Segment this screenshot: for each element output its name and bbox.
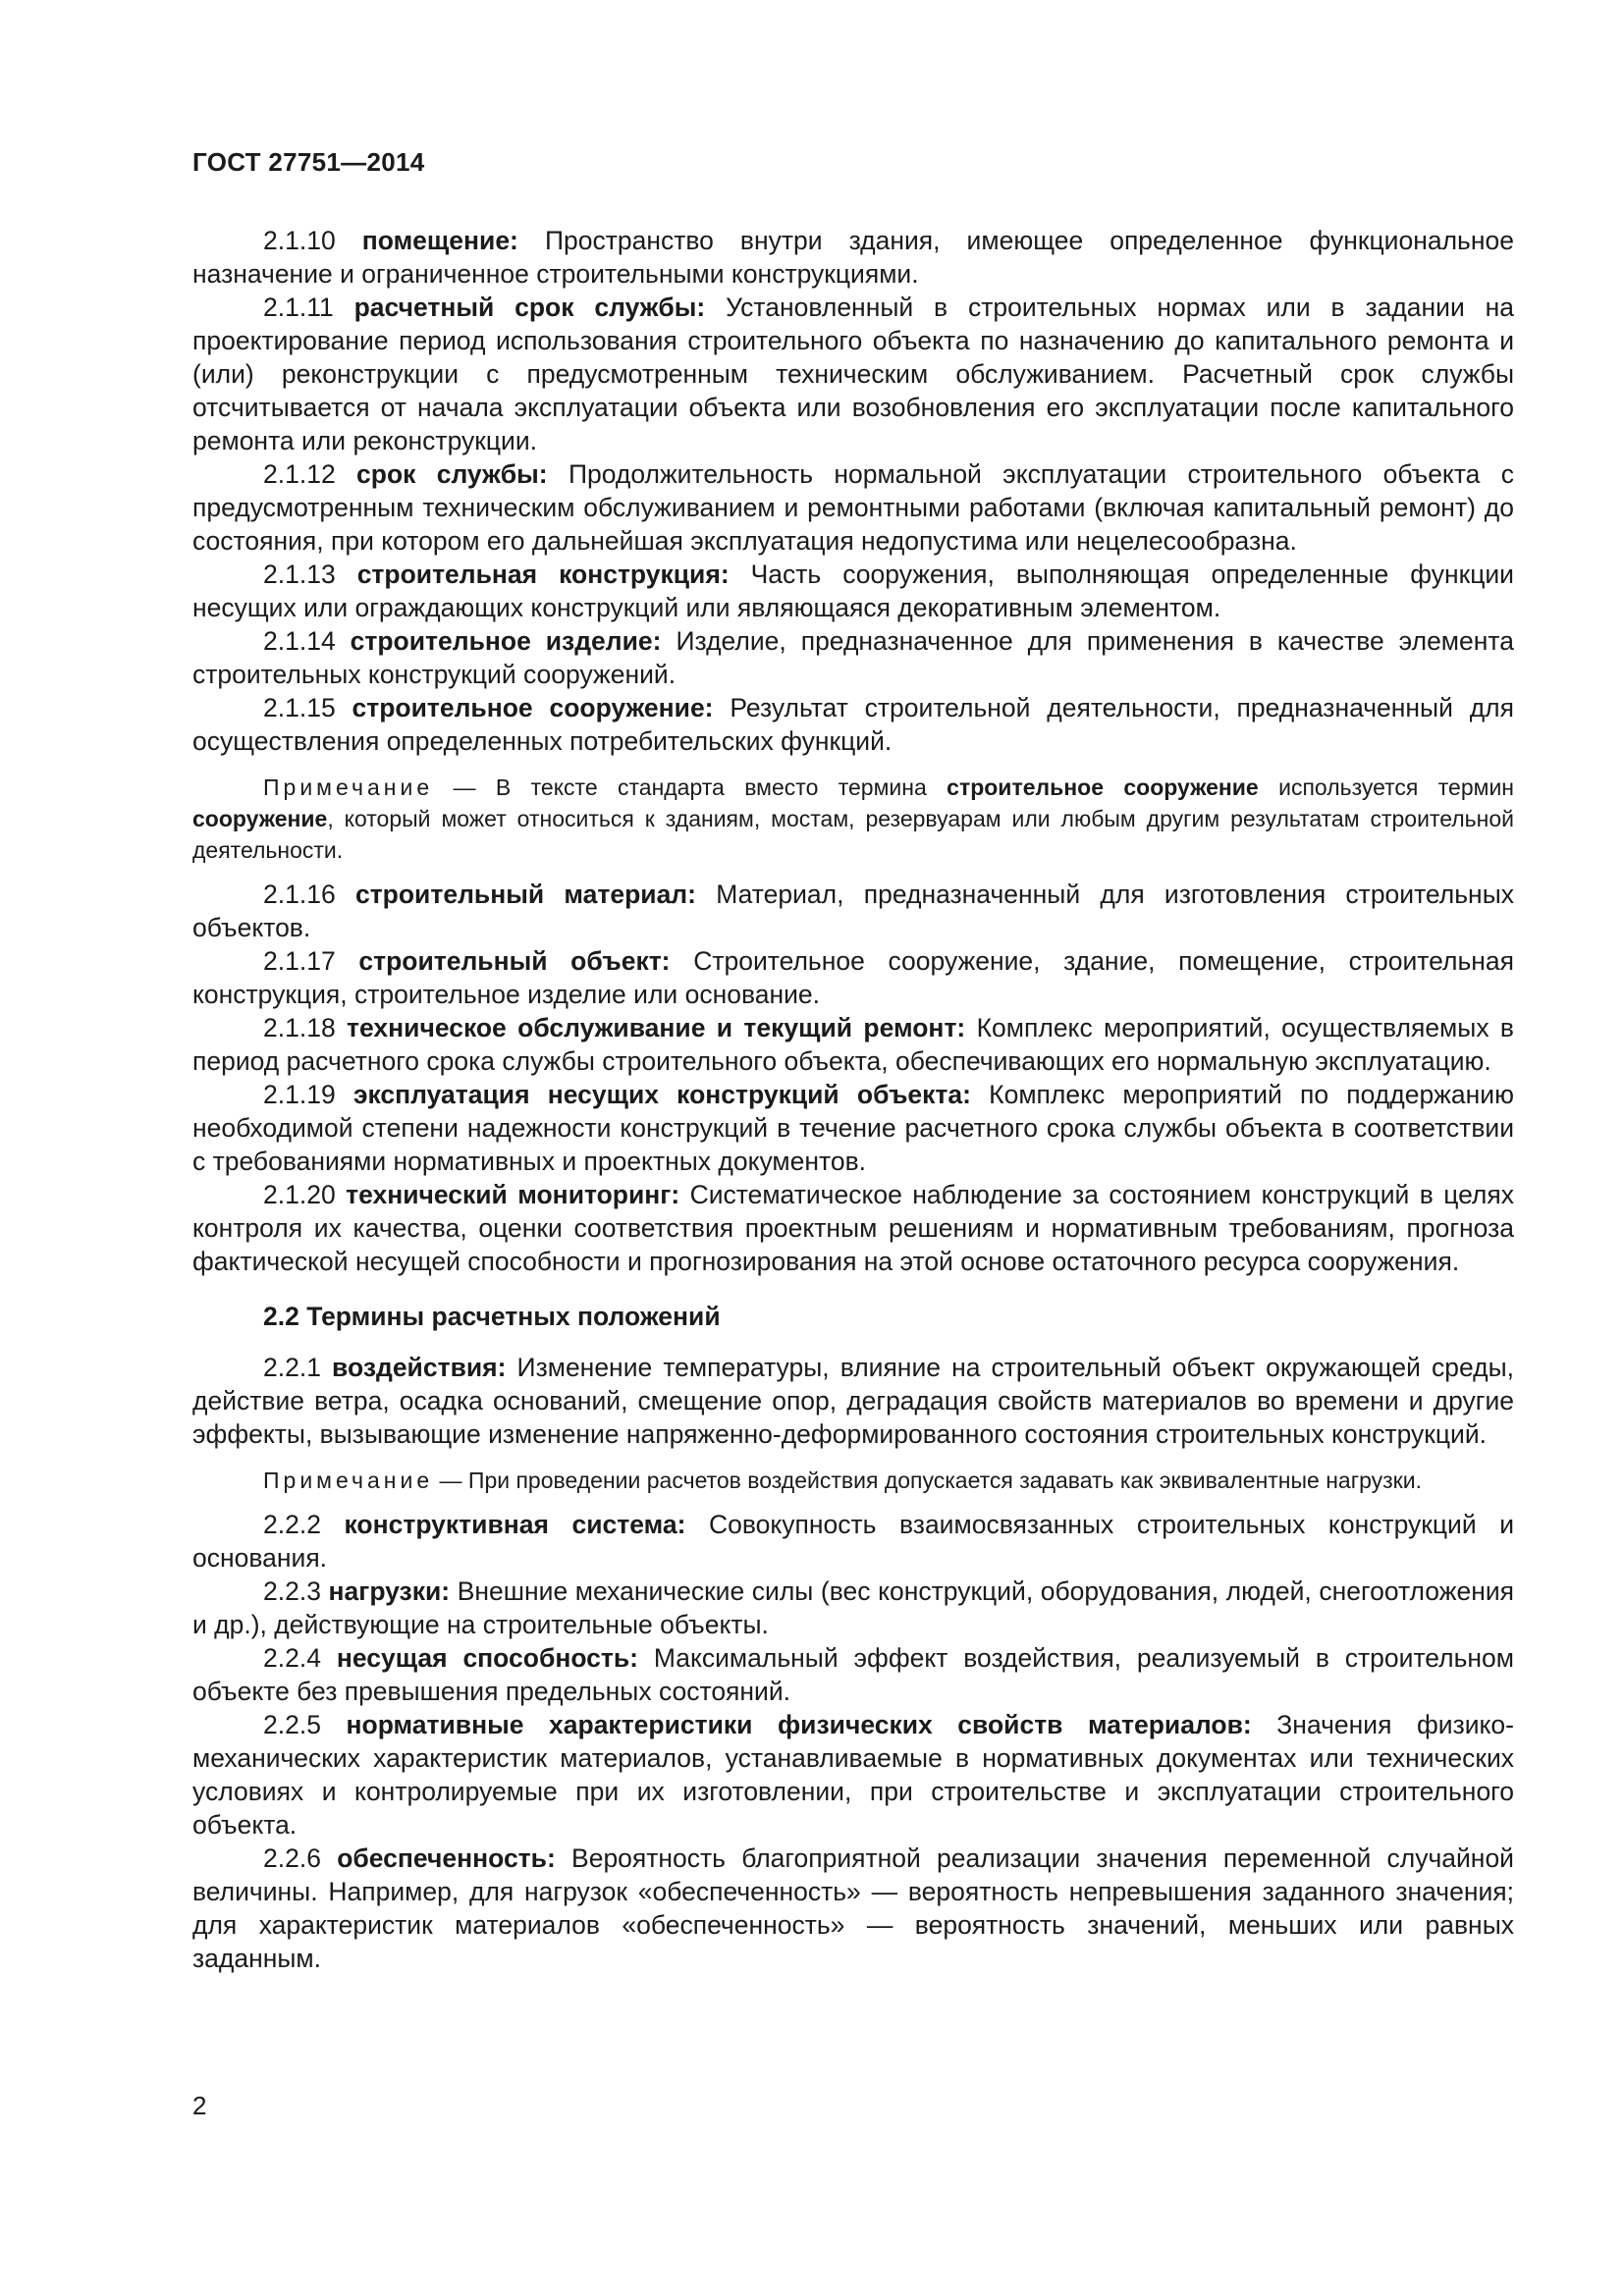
note-1 [192,772,1514,866]
term-number: 2.1.18 [263,1013,336,1042]
term-name: строительная конструкция: [356,560,730,589]
term-definition [192,1575,1514,1641]
section-heading: 2.2 Термины расчетных положений [263,1302,721,1331]
term-definition [192,224,1514,291]
term-name: обеспеченность: [337,1843,556,1873]
note-text-part: — В тексте стандарта вместо термина [433,774,947,800]
term-definition [192,691,1514,758]
term-number: 2.1.12 [263,459,336,489]
term-text: Совокупность взаимосвязанных строительных конструкций и основания. [192,1510,1515,1573]
term-text: Максимальный эффект воздействия, реализуемый в строительном объекте без превышения предельных состояний. [192,1643,1515,1706]
term-text: Продолжительность нормальной эксплуатации строительного объекта с предусмотренным техническим обслуживанием и ремонтными работами (включая капитальный ремонт) до состояния, при котором его дальнейшая эксплуатация недопустима или нецелесообразна. [192,459,1514,556]
term-text: Систематическое наблюдение за состоянием конструкций в целях контроля их качества, оценки соответствия проектным решениям и нормативным требованиям, прогноза фактической несущей способности и прогнозирования на этой основе остаточного ресурса сооружения. [192,1180,1514,1276]
term-name: эксплуатация несущих конструкций объекта: [352,1080,971,1109]
term-text: Изменение температуры, влияние на строительный объект окружающей среды, действие ветра, осадка оснований, смещение опор, деградация свойств материалов во времени и другие эффекты, вызывающие изменение напряженно-деформированного состояния строительных конструкций. [192,1353,1514,1449]
term-number: 2.2.3 [263,1576,321,1606]
term-definition [192,1078,1514,1178]
term-definition [192,457,1514,558]
term-number: 2.2.5 [263,1710,321,1739]
term-number: 2.1.16 [263,880,336,909]
term-name: несущая способность: [336,1643,638,1673]
note-2 [192,1465,1514,1496]
term-text: Изделие, предназначенное для применения в качестве элемента строительных конструкций сооружений. [192,626,1514,689]
term-definition [192,1508,1514,1575]
term-text: Вероятность благоприятной реализации значения переменной случайной величины. Например, для нагрузок «обеспеченность» — вероятность непревышения заданного значения; для характеристик материалов «обеспеченность» — вероятность значений, меньших или равных заданным. [192,1843,1514,1973]
term-name: расчетный срок службы: [353,293,706,322]
note-term: строительное сооружение [947,774,1259,800]
term-number: 2.2.6 [263,1843,321,1873]
term-number: 2.1.15 [263,693,336,722]
term-text: Установленный в строительных нормах или в задании на проектирование период использования строительного объекта по назначению до капитального ремонта и (или) реконструкции с предусмотренным техническим обслуживанием. Расчетный срок службы отсчитывается от начала эксплуатации объекта или возобновления его эксплуатации после капитального ремонта или реконструкции. [192,293,1515,455]
page-number: 2 [192,2091,207,2120]
term-text: Материал, предназначенный для изготовления строительных объектов. [192,880,1514,942]
term-name: помещение: [361,226,518,255]
note-text: — При проведении расчетов воздействия допускается задавать как эквивалентные нагрузки. [433,1468,1422,1493]
term-number: 2.2.2 [263,1510,321,1539]
note-label: Примечание [263,1468,434,1493]
term-number: 2.1.13 [263,560,336,589]
term-definition [192,1351,1514,1451]
term-text: Строительное сооружение, здание, помещение, строительная конструкция, строительное изделие или основание. [192,946,1514,1009]
note-text-part: используется термин [1258,774,1514,800]
terms-list-a [192,224,1514,758]
term-number: 2.1.20 [263,1180,336,1209]
terms-list-d [192,1508,1514,1975]
term-number: 2.1.11 [263,293,334,322]
document-body [192,224,1514,1975]
term-definition [192,1708,1514,1842]
term-number: 2.1.17 [263,946,336,976]
term-name: нагрузки: [328,1576,451,1606]
term-text: Комплекс мероприятий по поддержанию необходимой степени надежности конструкций в течение расчетного срока службы объекта в соответствии с требованиями нормативных и проектных документов. [192,1080,1514,1176]
term-name: техническое обслуживание и текущий ремонт: [347,1013,966,1042]
term-definition [192,944,1514,1011]
term-name: нормативные характеристики физических свойств материалов: [346,1710,1252,1739]
term-number: 2.1.10 [263,226,336,255]
term-name: строительный объект: [358,946,671,976]
term-text: Часть сооружения, выполняющая определенные функции несущих или ограждающих конструкций или являющаяся декоративным элементом. [192,560,1514,622]
term-name: срок службы: [356,459,548,489]
term-definition [192,1011,1514,1078]
term-number: 2.1.14 [263,626,336,656]
term-definition [192,1178,1514,1278]
term-text: Результат строительной деятельности, предназначенный для осуществления определенных потребительских функций. [192,693,1514,756]
term-number: 2.2.1 [263,1353,321,1382]
term-number: 2.1.19 [263,1080,336,1109]
term-text: Пространство внутри здания, имеющее определенное функциональное назначение и ограниченное строительными конструкциями. [192,226,1514,289]
term-name: технический мониторинг: [346,1180,680,1209]
term-number: 2.2.4 [263,1643,321,1673]
term-definition [192,558,1514,624]
term-definition [192,1842,1514,1975]
term-text: Комплекс мероприятий, осуществляемых в период расчетного срока службы строительного объекта, обеспечивающих его нормальную эксплуатацию. [192,1013,1514,1076]
terms-list-b [192,878,1514,1278]
terms-list-c [192,1351,1514,1451]
document-header: ГОСТ 27751—2014 [192,147,425,177]
note-text-part: , который может относиться к зданиям, мостам, резервуарам или любым другим результатам строительной деятельности. [192,806,1514,863]
term-name: строительный материал: [354,880,696,909]
term-text: Значения физико-механических характеристик материалов, устанавливаемые в нормативных документах или технических условиях и контролируемые при их изготовлении, при строительстве и эксплуатации строительного объекта. [192,1710,1514,1840]
term-definition [192,291,1514,457]
term-name: конструктивная система: [344,1510,686,1539]
term-definition [192,1641,1514,1708]
term-name: строительное сооружение: [352,693,714,722]
term-definition [192,878,1514,944]
term-name: воздействия: [332,1353,507,1382]
term-text: Внешние механические силы (вес конструкций, оборудования, людей, снегоотложения и др.), действующие на строительные объекты. [192,1576,1514,1639]
term-definition [192,624,1514,691]
note-term: сооружение [192,806,328,831]
note-label: Примечание [263,774,434,800]
term-name: строительное изделие: [350,626,662,656]
